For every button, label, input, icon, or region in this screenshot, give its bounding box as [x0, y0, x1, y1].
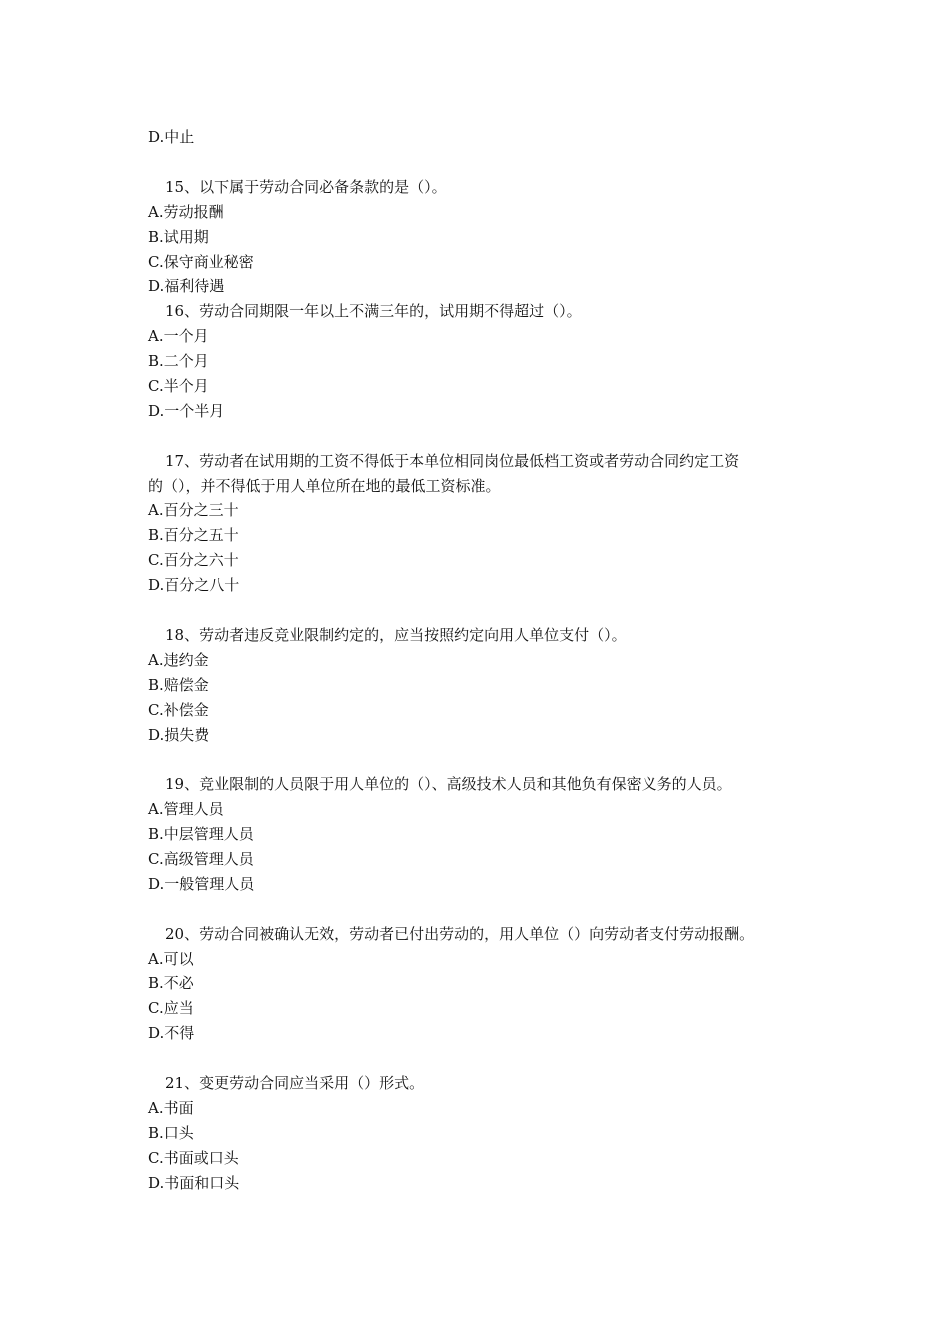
question-18: 18、劳动者违反竞业限制约定的，应当按照约定向用人单位支付（）。 — [165, 626, 627, 644]
option-d-q19: D.一般管理人员 — [148, 875, 255, 893]
question-17-line-2: 的（），并不得低于用人单位所在地的最低工资标准。 — [148, 477, 501, 495]
option-c-q17: C.百分之六十 — [148, 551, 239, 569]
option-a-q16: A.一个月 — [148, 327, 209, 345]
option-a-q15: A.劳动报酬 — [148, 203, 224, 221]
question-21: 21、变更劳动合同应当采用（）形式。 — [165, 1074, 425, 1092]
option-c-q18: C.补偿金 — [148, 701, 209, 719]
option-d-q15: D.福利待遇 — [148, 277, 225, 295]
option-d-q20: D.不得 — [148, 1024, 195, 1042]
option-d-q16: D.一个半月 — [148, 402, 225, 420]
question-17-line-1: 17、劳动者在试用期的工资不得低于本单位相同岗位最低档工资或者劳动合同约定工资 — [165, 452, 740, 470]
option-b-q19: B.中层管理人员 — [148, 825, 254, 843]
option-c-q21: C.书面或口头 — [148, 1149, 239, 1167]
question-20: 20、劳动合同被确认无效，劳动者已付出劳动的，用人单位（）向劳动者支付劳动报酬。 — [165, 925, 755, 943]
option-d-q17: D.百分之八十 — [148, 576, 240, 594]
option-b-q21: B.口头 — [148, 1124, 194, 1142]
option-c-q15: C.保守商业秘密 — [148, 253, 254, 271]
option-c-q20: C.应当 — [148, 999, 194, 1017]
option-c-q19: C.高级管理人员 — [148, 850, 254, 868]
option-d-q14: D.中止 — [148, 128, 195, 146]
option-b-q20: B.不必 — [148, 974, 194, 992]
option-b-q17: B.百分之五十 — [148, 526, 239, 544]
option-d-q18: D.损失费 — [148, 726, 210, 744]
option-c-q16: C.半个月 — [148, 377, 209, 395]
option-a-q20: A.可以 — [148, 950, 194, 968]
option-d-q21: D.书面和口头 — [148, 1174, 240, 1192]
option-b-q16: B.二个月 — [148, 352, 209, 370]
option-b-q15: B.试用期 — [148, 228, 209, 246]
option-a-q21: A.书面 — [148, 1099, 194, 1117]
option-b-q18: B.赔偿金 — [148, 676, 209, 694]
question-19: 19、竞业限制的人员限于用人单位的（）、高级技术人员和其他负有保密义务的人员。 — [165, 775, 732, 793]
option-a-q17: A.百分之三十 — [148, 501, 239, 519]
option-a-q18: A.违约金 — [148, 651, 209, 669]
question-15: 15、以下属于劳动合同必备条款的是（）。 — [165, 178, 447, 196]
option-a-q19: A.管理人员 — [148, 800, 224, 818]
question-16: 16、劳动合同期限一年以上不满三年的，试用期不得超过（）。 — [165, 302, 582, 320]
